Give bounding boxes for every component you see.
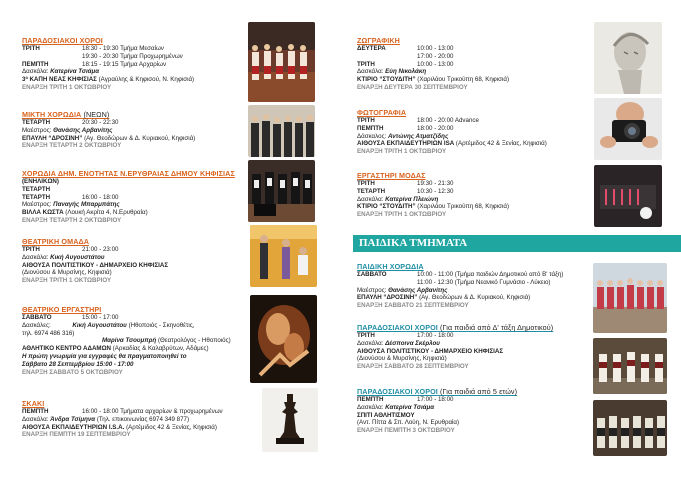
- chess-photo: [262, 388, 318, 452]
- section-title: ΠΑΡΑΔΟΣΙΑΚΟΙ ΧΟΡΟΙ (Για παιδιά από 5 ετών): [357, 387, 518, 396]
- section-title: ΧΟΡΩΔΙΑ ΔΗΜ. ΕΝΟΤΗΤΑΣ Ν.ΕΡΥΘΡΑΙΑΣ ΔΗΜΟΥ ΚΗΦΙΣΙΑΣ: [22, 169, 235, 178]
- section-theatre-workshop: [22, 305, 231, 376]
- theatre-group-photo: [250, 225, 317, 287]
- teacher-line: Δασκάλα: Εύη Νικολάκη: [357, 68, 427, 76]
- schedule-row: ΣΑΒΒΑΤΟ 15:00 - 17:00: [22, 314, 119, 321]
- fashion-photo: [594, 165, 662, 227]
- section-children-choir: [357, 262, 563, 310]
- schedule-row: ΤΕΤΑΡΤΗ 20:30 - 22:30: [22, 119, 119, 126]
- section-subtitle: (ΕΝΗΛΙΚΩΝ): [22, 178, 59, 185]
- folk-dance-photo: [248, 22, 315, 102]
- section-title: ΠΑΡΑΔΟΣΙΑΚΟΙ ΧΟΡΟΙ: [22, 36, 103, 45]
- schedule-row: ΣΑΒΒΑΤΟ 10:00 - 11:00 (Τμήμα παιδιών Δημοτικού από Β' τάξη): [357, 271, 564, 278]
- start-date: ΕΝΑΡΞΗ ΣΑΒΒΑΤΟ 28 ΣΕΠΤΕΜΒΡΙΟΥ: [357, 363, 469, 371]
- section-title: ΕΡΓΑΣΤΗΡΙ ΜΟΔΑΣ: [357, 171, 426, 180]
- teacher-line: Δασκάλα: Άνδρα Τσίμηνα (Τηλ. επικοινωνίας 6974 349 877): [22, 415, 190, 423]
- place-line: ΣΠΙΤΙ ΑΘΛΗΤΙΣΜΟΥ: [357, 411, 415, 419]
- section-painting: [357, 36, 509, 92]
- section-title: ΖΩΓΡΑΦΙΚΗ: [357, 36, 400, 45]
- section-theatre-group: [22, 237, 168, 285]
- place-line: ΑΘΛΗΤΙΚΟ ΚΕΝΤΡΟ ΑΔΑΜΩΝ (Αρκαδίας & Καλαβρύτων, Αδάμες): [22, 345, 209, 353]
- schedule-row: ΤΡΙΤΗ 17:00 - 18:00: [357, 332, 454, 339]
- adult-choir-photo: [248, 160, 315, 222]
- theatre-workshop-photo: [250, 295, 317, 383]
- teacher2-line: Μαρίνα Τσουμπρή (Θεατρολόγος - Ηθοποιός): [102, 337, 231, 345]
- place-line: 3ª ΚΑΠΗ ΝΕΑΣ ΚΗΦΙΣΙΑΣ (Αγραύλης & Κηφισού, Ν. Κηφισιά): [22, 76, 195, 84]
- note-line-2: Σάββατο 28 Σεπτεμβρίου 15:00 - 17:00: [22, 360, 134, 368]
- painting-photo: [594, 22, 662, 94]
- schedule-row: ΤΡΙΤΗ 18:00 - 20:00 Advance: [357, 117, 479, 124]
- place-line: ΑΙΘΟΥΣΑ ΠΟΛΙΤΙΣΤΙΚΟΥ - ΔΗΜΑΡΧΕΙΟ ΚΗΦΙΣΙΑΣ: [22, 261, 169, 269]
- children-sections-banner: ΠΑΙΔΙΚΑ ΤΜΗΜΑΤΑ: [353, 235, 681, 252]
- start-date: ΕΝΑΡΞΗ ΣΑΒΒΑΤΟ 21 ΣΕΠΤΕΜΒΡΙΟΥ: [357, 302, 469, 310]
- teacher-line: Δασκάλα: Κατερίνα Πλειώνη: [357, 195, 439, 203]
- section-photography: [357, 108, 547, 156]
- start-date: ΕΝΑΡΞΗ ΠΕΜΠΤΗ 3 ΟΚΤΩΒΡΙΟΥ: [357, 427, 455, 435]
- kids-dance-photo: [593, 338, 667, 394]
- place-line: ΒΙΛΛΑ ΚΩΣΤΑ (Λουκή Ακρίτα 4, Ν.Ερυθραία): [22, 209, 148, 217]
- schedule-row: ΠΕΜΠΤΗ 18:15 - 19:15 Τμήμα Αρχαρίων: [22, 60, 167, 68]
- start-date: ΕΝΑΡΞΗ ΣΑΒΒΑΤΟ 5 ΟΚΤΩΒΡΙΟΥ: [22, 368, 123, 376]
- place-line: ΕΠΑΥΛΗ “ΔΡΟΣΙΝΗ” (Αγ. Θεοδώρων & Δ. Κυριακού, Κηφισιά): [357, 294, 531, 302]
- section-mixed-choir: [22, 110, 195, 150]
- section-kids-folk-dances: [357, 323, 553, 371]
- place-address: (Διονύσου & Μυρσίνης, Κηφισιά): [22, 269, 112, 277]
- section-fashion: [357, 171, 509, 219]
- schedule-row: ΤΡΙΤΗ 19:30 - 21:30: [357, 180, 454, 187]
- section-chess: [22, 399, 223, 439]
- section-adult-choir: [22, 169, 235, 225]
- start-date: ΕΝΑΡΞΗ ΔΕΥΤΕΡΑ 30 ΣΕΠΤΕΜΒΡΙΟΥ: [357, 83, 468, 91]
- teacher-line: Δασκάλα: Κατερίνα Τσιάμα: [357, 403, 435, 411]
- schedule-row: 11:00 - 12:30 (Τμήμα Νεανικό Γυμνάσιο - Λύκειο): [417, 278, 551, 286]
- teacher-line: Δασκάλα: Κατερίνα Τσιάμα: [22, 68, 100, 76]
- place-address: (Διονύσου & Μυρσίνης, Κηφισιά): [357, 355, 447, 363]
- place-line: ΕΠΑΥΛΗ “ΔΡΟΣΙΝΗ” (Αγ. Θεοδώρων & Δ. Κυριακού, Κηφισιά): [22, 134, 196, 142]
- teacher-line: Δάσκαλος: Αντώνης Ατματζίδης: [357, 132, 449, 140]
- teacher-line: Μαέστρος: Παναγής Μπαρμπάτης: [22, 201, 120, 209]
- teacher-line: Δασκάλα: Κική Αυγουστάτου: [22, 253, 105, 261]
- section-title: ΦΩΤΟΓΡΑΦΙΑ: [357, 108, 407, 117]
- section-title: ΜΙΚΤΗ ΧΟΡΩΔΙΑ (ΝΕΩΝ): [22, 110, 110, 119]
- start-date: ΕΝΑΡΞΗ ΤΕΤΑΡΤΗ 2 ΟΚΤΩΒΡΙΟΥ: [22, 142, 122, 150]
- schedule-row: ΤΡΙΤΗ 10:00 - 13:00: [357, 60, 454, 68]
- section-title: ΠΑΙΔΙΚΗ ΧΟΡΩΔΙΑ: [357, 262, 424, 271]
- photography-photo: [594, 98, 662, 160]
- schedule-row: ΤΕΤΑΡΤΗ 16:00 - 18:00: [22, 193, 119, 201]
- section-title: ΘΕΑΤΡΙΚΟ ΕΡΓΑΣΤΗΡΙ: [22, 305, 102, 314]
- start-date: ΕΝΑΡΞΗ ΠΕΜΠΤΗ 19 ΣΕΠΤΕΜΒΡΙΟΥ: [22, 431, 131, 439]
- children-choir-photo: [593, 263, 667, 333]
- section-title: ΘΕΑΤΡΙΚΗ ΟΜΑΔΑ: [22, 237, 90, 246]
- teacher-line: Δασκάλα: Δέσποινα Σκέρλου: [357, 339, 440, 347]
- kids-dance-photo-2: [593, 400, 667, 456]
- start-date: ΕΝΑΡΞΗ ΤΕΤΑΡΤΗ 2 ΟΚΤΩΒΡΙΟΥ: [22, 216, 122, 224]
- schedule-row: ΤΕΤΑΡΤΗ: [22, 185, 51, 193]
- teacher-line: Μαέστρος: Θανάσης Αρβανίτης: [22, 126, 113, 134]
- place-line: ΑΙΘΟΥΣΑ ΕΚΠΑΙΔΕΥΤΗΡΙΩΝ I.S.A. (Αρτέμιδος 42 & Ξενίας, Κηφισιά): [22, 423, 217, 431]
- schedule-row: ΤΕΤΑΡΤΗ 10:30 - 12:30: [357, 187, 454, 195]
- schedule-row: ΠΕΜΠΤΗ 18:00 - 20:00: [357, 124, 454, 132]
- schedule-row: ΠΕΜΠΤΗ 16:00 - 18:00 Τμήματα αρχαρίων & προχωρημένων: [22, 408, 223, 415]
- place-line: ΚΤΙΡΙΟ “ΣΤΟΥΔΙΤΗ” (Χαριλάου Τρικούπη 68, Κηφισιά): [357, 203, 510, 211]
- schedule-row: ΤΡΙΤΗ 18:30 - 19:30 Τμήμα Μεσαίων: [22, 45, 164, 52]
- phone-line: τηλ. 6974 486 316): [22, 329, 75, 337]
- choir-photo: [248, 105, 315, 157]
- section-folk-dances: [22, 36, 194, 92]
- schedule-row: ΠΕΜΠΤΗ 17:00 - 18:00: [357, 396, 454, 403]
- start-date: ΕΝΑΡΞΗ ΤΡΙΤΗ 1 ΟΚΤΩΒΡΙΟΥ: [22, 277, 112, 285]
- section-kids-folk-dances-5: [357, 387, 517, 435]
- place-line: ΚΤΙΡΙΟ “ΣΤΟΥΔΙΤΗ” (Χαριλάου Τρικούπη 68, Κηφισιά): [357, 76, 510, 84]
- teacher-line: Μαέστρος: Θανάσης Αρβανίτης: [357, 286, 448, 294]
- teacher-line: Δασκάλες: Κική Αυγουστάτου (Ηθοποιός - Σκηνοθέτις,: [22, 321, 195, 329]
- section-title: ΣΚΑΚΙ: [22, 399, 45, 408]
- schedule-row: ΔΕΥΤΕΡΑ 10:00 - 13:00: [357, 45, 454, 52]
- schedule-row: ΤΡΙΤΗ 21:00 - 23:00: [22, 246, 119, 253]
- place-address: (Αντ. Πίττα & Σπ. Λούη, Ν. Ερυθραία): [357, 419, 460, 427]
- start-date: ΕΝΑΡΞΗ ΤΡΙΤΗ 1 ΟΚΤΩΒΡΙΟΥ: [357, 211, 447, 219]
- start-date: ΕΝΑΡΞΗ ΤΡΙΤΗ 1 ΟΚΤΩΒΡΙΟΥ: [22, 83, 112, 91]
- place-line: ΑΙΘΟΥΣΑ ΕΚΠΑΙΔΕΥΤΗΡΙΩΝ ISA (Αρτέμιδος 42 & Ξενίας, Κηφισιά): [357, 140, 547, 148]
- start-date: ΕΝΑΡΞΗ ΤΡΙΤΗ 1 ΟΚΤΩΒΡΙΟΥ: [357, 148, 447, 156]
- section-title: ΠΑΡΑΔΟΣΙΑΚΟΙ ΧΟΡΟΙ (Για παιδιά από Δ' τάξη Δημοτικού): [357, 323, 554, 332]
- place-line: ΑΙΘΟΥΣΑ ΠΟΛΙΤΙΣΤΙΚΟΥ - ΔΗΜΑΡΧΕΙΟ ΚΗΦΙΣΙΑΣ: [357, 347, 504, 355]
- schedule-row: 19:30 - 20:30 Τμήμα Προχωρημένων: [82, 52, 183, 60]
- schedule-row: 17:00 - 20:00: [417, 52, 454, 60]
- note-line: Η πρώτη γνωριμία για εγγραφές θα πραγματοποιηθεί το: [22, 352, 187, 360]
